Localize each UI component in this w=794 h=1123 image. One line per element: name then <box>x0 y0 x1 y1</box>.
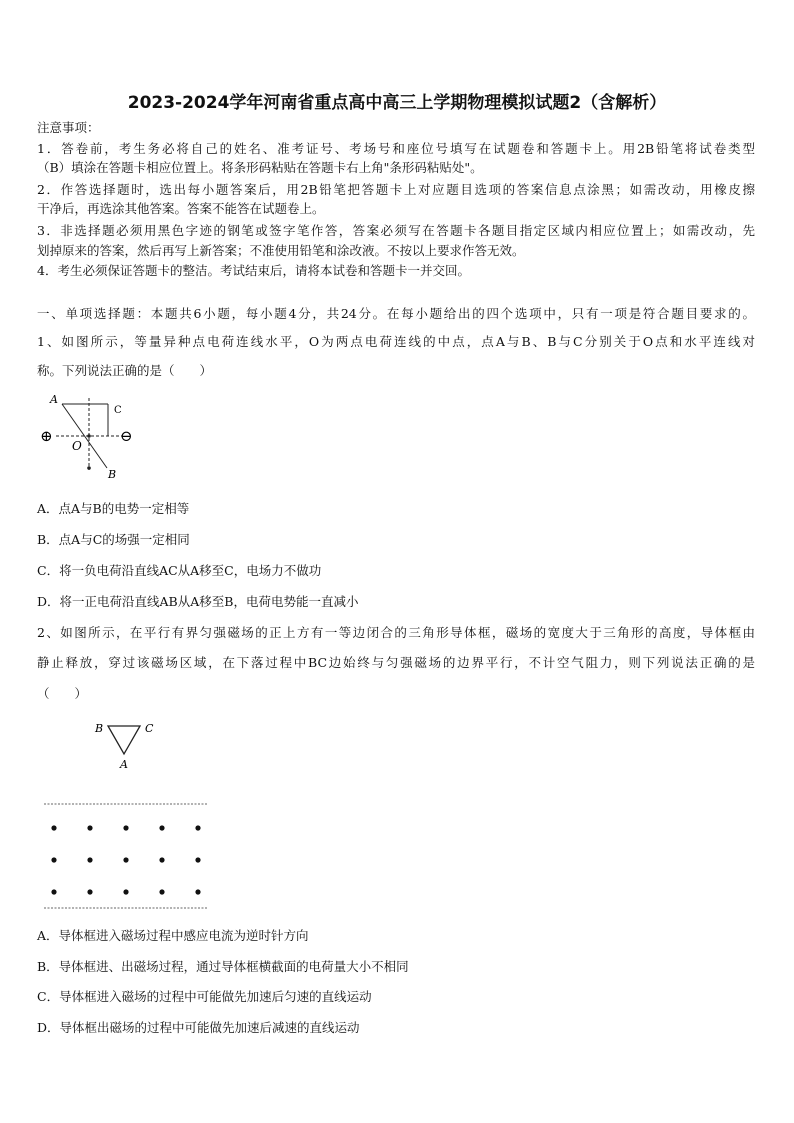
field-dot <box>51 857 56 862</box>
field-dot <box>195 857 200 862</box>
q2-stem-line3: （ ） <box>37 686 88 701</box>
notice-item-3a: 3．非选择题必须用黑色字迹的钢笔或签字笔作答，答案必须写在答题卡各题目指定区域内相应位置上；如需改动，先 <box>37 223 755 238</box>
q2-option-c: C．导体框进入磁场的过程中可能做先加速后匀速的直线运动 <box>37 989 372 1004</box>
notice-item-4: 4．考生必须保证答题卡的整洁。考试结束后，请将本试卷和答题卡一并交回。 <box>37 263 470 278</box>
q2-option-b: B．导体框进、出磁场过程，通过导体框横截面的电荷量大小不相同 <box>37 959 409 974</box>
q1-label-c: C <box>114 405 122 416</box>
field-dot <box>123 825 128 830</box>
q2-option-a: A．导体框进入磁场过程中感应电流为逆时针方向 <box>37 928 309 943</box>
notice-item-1a: 1．答卷前，考生务必将自己的姓名、准考证号、考场号和座位号填写在试题卷和答题卡上。用2B铅笔将试卷类型 <box>37 141 755 156</box>
q1-plus-charge: ⊕ <box>40 427 53 445</box>
field-dot <box>159 889 164 894</box>
q2-triangle-figure <box>88 716 168 772</box>
q1-stem-line1: 1、如图所示，等量异种点电荷连线水平，O为两点电荷连线的中点，点A与B、B与C分别关于O点和水平连线对 <box>37 334 755 349</box>
field-dot <box>195 825 200 830</box>
field-dot <box>123 857 128 862</box>
field-dot <box>159 825 164 830</box>
field-dot <box>159 857 164 862</box>
section-heading: 一、单项选择题：本题共6小题，每小题4分，共24分。在每小题给出的四个选项中，只有一项是符合题目要求的。 <box>37 306 755 321</box>
q2-field-figure <box>40 798 212 914</box>
field-dot <box>87 857 92 862</box>
q1-point-o <box>87 434 91 438</box>
q1-minus-charge: ⊖ <box>120 427 133 445</box>
field-dot <box>87 825 92 830</box>
q2-stem-line1: 2、如图所示，在平行有界匀强磁场的正上方有一等边闭合的三角形导体框，磁场的宽度大于三角形的高度，导体框由 <box>37 625 755 640</box>
q1-point-b <box>87 466 91 470</box>
q1-option-d: D．将一正电荷沿直线AB从A移至B，电荷电势能一直减小 <box>37 594 359 609</box>
q2-label-b: B <box>95 722 104 735</box>
q1-label-b: B <box>108 468 117 481</box>
q1-stem-line2: 称。下列说法正确的是（ ） <box>37 363 213 378</box>
page-title: 2023-2024学年河南省重点高中高三上学期物理模拟试题2（含解析） <box>127 93 667 113</box>
notice-item-2a: 2．作答选择题时，选出每小题答案后，用2B铅笔把答题卡上对应题目选项的答案信息点涂黑；如需改动，用橡皮擦 <box>37 182 756 197</box>
q2-option-d: D．导体框出磁场的过程中可能做先加速后减速的直线运动 <box>37 1020 360 1035</box>
field-dot <box>51 889 56 894</box>
notice-item-3b: 划掉原来的答案，然后再写上新答案；不准使用铅笔和涂改液。不按以上要求作答无效。 <box>37 243 525 258</box>
q1-option-a: A．点A与B的电势一定相等 <box>37 501 190 516</box>
field-dot <box>195 889 200 894</box>
notice-heading: 注意事项： <box>37 120 100 135</box>
q2-label-a: A <box>120 758 128 771</box>
q1-figure <box>36 388 146 484</box>
field-dot <box>51 825 56 830</box>
q2-label-c: C <box>145 722 154 735</box>
notice-item-2b: 干净后，再选涂其他答案。答案不能答在试题卷上。 <box>37 201 325 216</box>
q1-option-c: C．将一负电荷沿直线AC从A移至C，电场力不做功 <box>37 563 322 578</box>
q2-field-dots <box>51 825 200 894</box>
field-dot <box>123 889 128 894</box>
q2-stem-line2: 静止释放，穿过该磁场区域，在下落过程中BC边始终与匀强磁场的边界平行，不计空气阻力，则下列说法正确的是 <box>37 655 755 670</box>
notice-item-1b: （B）填涂在答题卡相应位置上。将条形码粘贴在答题卡右上角"条形码粘贴处"。 <box>37 160 483 175</box>
q1-label-a: A <box>50 393 58 406</box>
q1-option-b: B．点A与C的场强一定相同 <box>37 532 190 547</box>
q1-label-o: O <box>72 439 82 453</box>
field-dot <box>87 889 92 894</box>
q2-triangle <box>108 726 140 754</box>
